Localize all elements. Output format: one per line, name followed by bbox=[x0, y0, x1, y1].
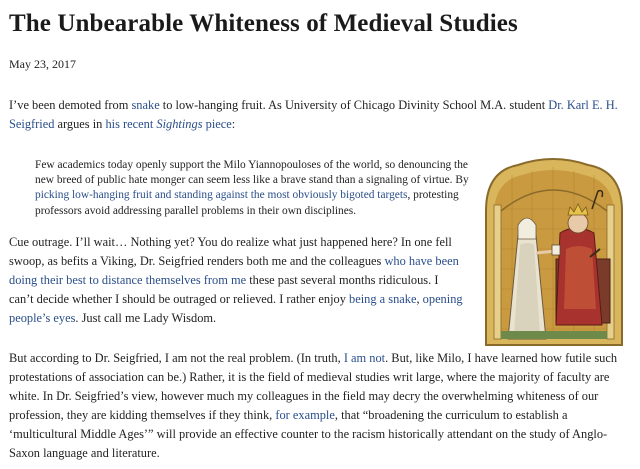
piece-link-text: piece bbox=[202, 117, 232, 131]
snake-link[interactable]: snake bbox=[131, 98, 160, 112]
outrage-text-1: Cue outrage. I’ll wait… Nothing yet? You do realize what just happened here? In one fell swoop, as befits a Viking, Dr. Seigfried renders both me and the colleagues bbox=[9, 235, 452, 268]
post-title: The Unbearable Whiteness of Medieval Studies bbox=[9, 10, 518, 37]
for-example-link[interactable]: for example bbox=[275, 408, 335, 422]
intro-paragraph bbox=[9, 96, 635, 134]
sightings-piece-link[interactable] bbox=[105, 117, 231, 131]
outrage-paragraph bbox=[9, 233, 465, 328]
medieval-miniature-image bbox=[472, 149, 634, 351]
colleagues-link[interactable]: who have been doing their best to distance themselves from me bbox=[9, 254, 459, 287]
opening-eyes-link[interactable]: opening people’s eyes bbox=[9, 292, 463, 325]
intro-text-1: I’ve been demoted from bbox=[9, 98, 132, 112]
intro-text-3: argues in bbox=[54, 117, 106, 131]
problem-text-3: , that “broadening the curriculum to establish a ‘multicultural Middle Ages’” will provide an effective counter to the racism historically attendant on the study of Anglo-Saxon language and literature. bbox=[9, 408, 608, 460]
intro-text-4: : bbox=[231, 117, 236, 131]
quote-text-1: Few academics today openly support the Milo Yiannopouloses of the world, so denouncing the new breed of public hate monger can seem less like a brave stand than a signaling of virtue. By bbox=[35, 159, 469, 187]
quote-text-2: , protesting professors avoid addressing parallel problems in their own disciplines. bbox=[35, 189, 459, 217]
problem-text-1: But according to Dr. Seigfried, I am not the real problem. (In truth, bbox=[9, 351, 344, 365]
author-link[interactable]: Dr. Karl E. H. Seigfried bbox=[9, 98, 618, 131]
sightings-link-text: Sightings bbox=[156, 117, 203, 131]
low-hanging-fruit-link[interactable]: picking low-hanging fruit and standing against the most obviously bigoted targets bbox=[35, 189, 408, 202]
outrage-text-4: . Just call me Lady Wisdom. bbox=[75, 311, 217, 325]
intro-text-2: to low-hanging fruit. As University of Chicago Divinity School M.A. student bbox=[159, 98, 549, 112]
outrage-text-2: these past several months ridiculous. I can’t decide whether I should be outraged or relieved. I rather enjoy bbox=[9, 273, 439, 306]
being-a-snake-link[interactable]: being a snake bbox=[349, 292, 417, 306]
outrage-text-3: , bbox=[416, 292, 423, 306]
blockquote bbox=[35, 158, 470, 219]
problem-text-2: . But, like Milo, I have learned how futile such protestations of association can be.) Rather, it is the field of medieval studies writ large, where the majority of faculty are white. In Dr. Seigfried’s view, however much my colleagues in the field may decry the overwhelming whiteness of our profession, they are kidding themselves if they think, bbox=[9, 351, 618, 422]
recent-link-text: his recent bbox=[105, 117, 157, 131]
post-date: May 23, 2017 bbox=[9, 57, 76, 71]
i-am-not-link[interactable]: I am not bbox=[343, 351, 386, 365]
problem-paragraph bbox=[9, 349, 635, 463]
